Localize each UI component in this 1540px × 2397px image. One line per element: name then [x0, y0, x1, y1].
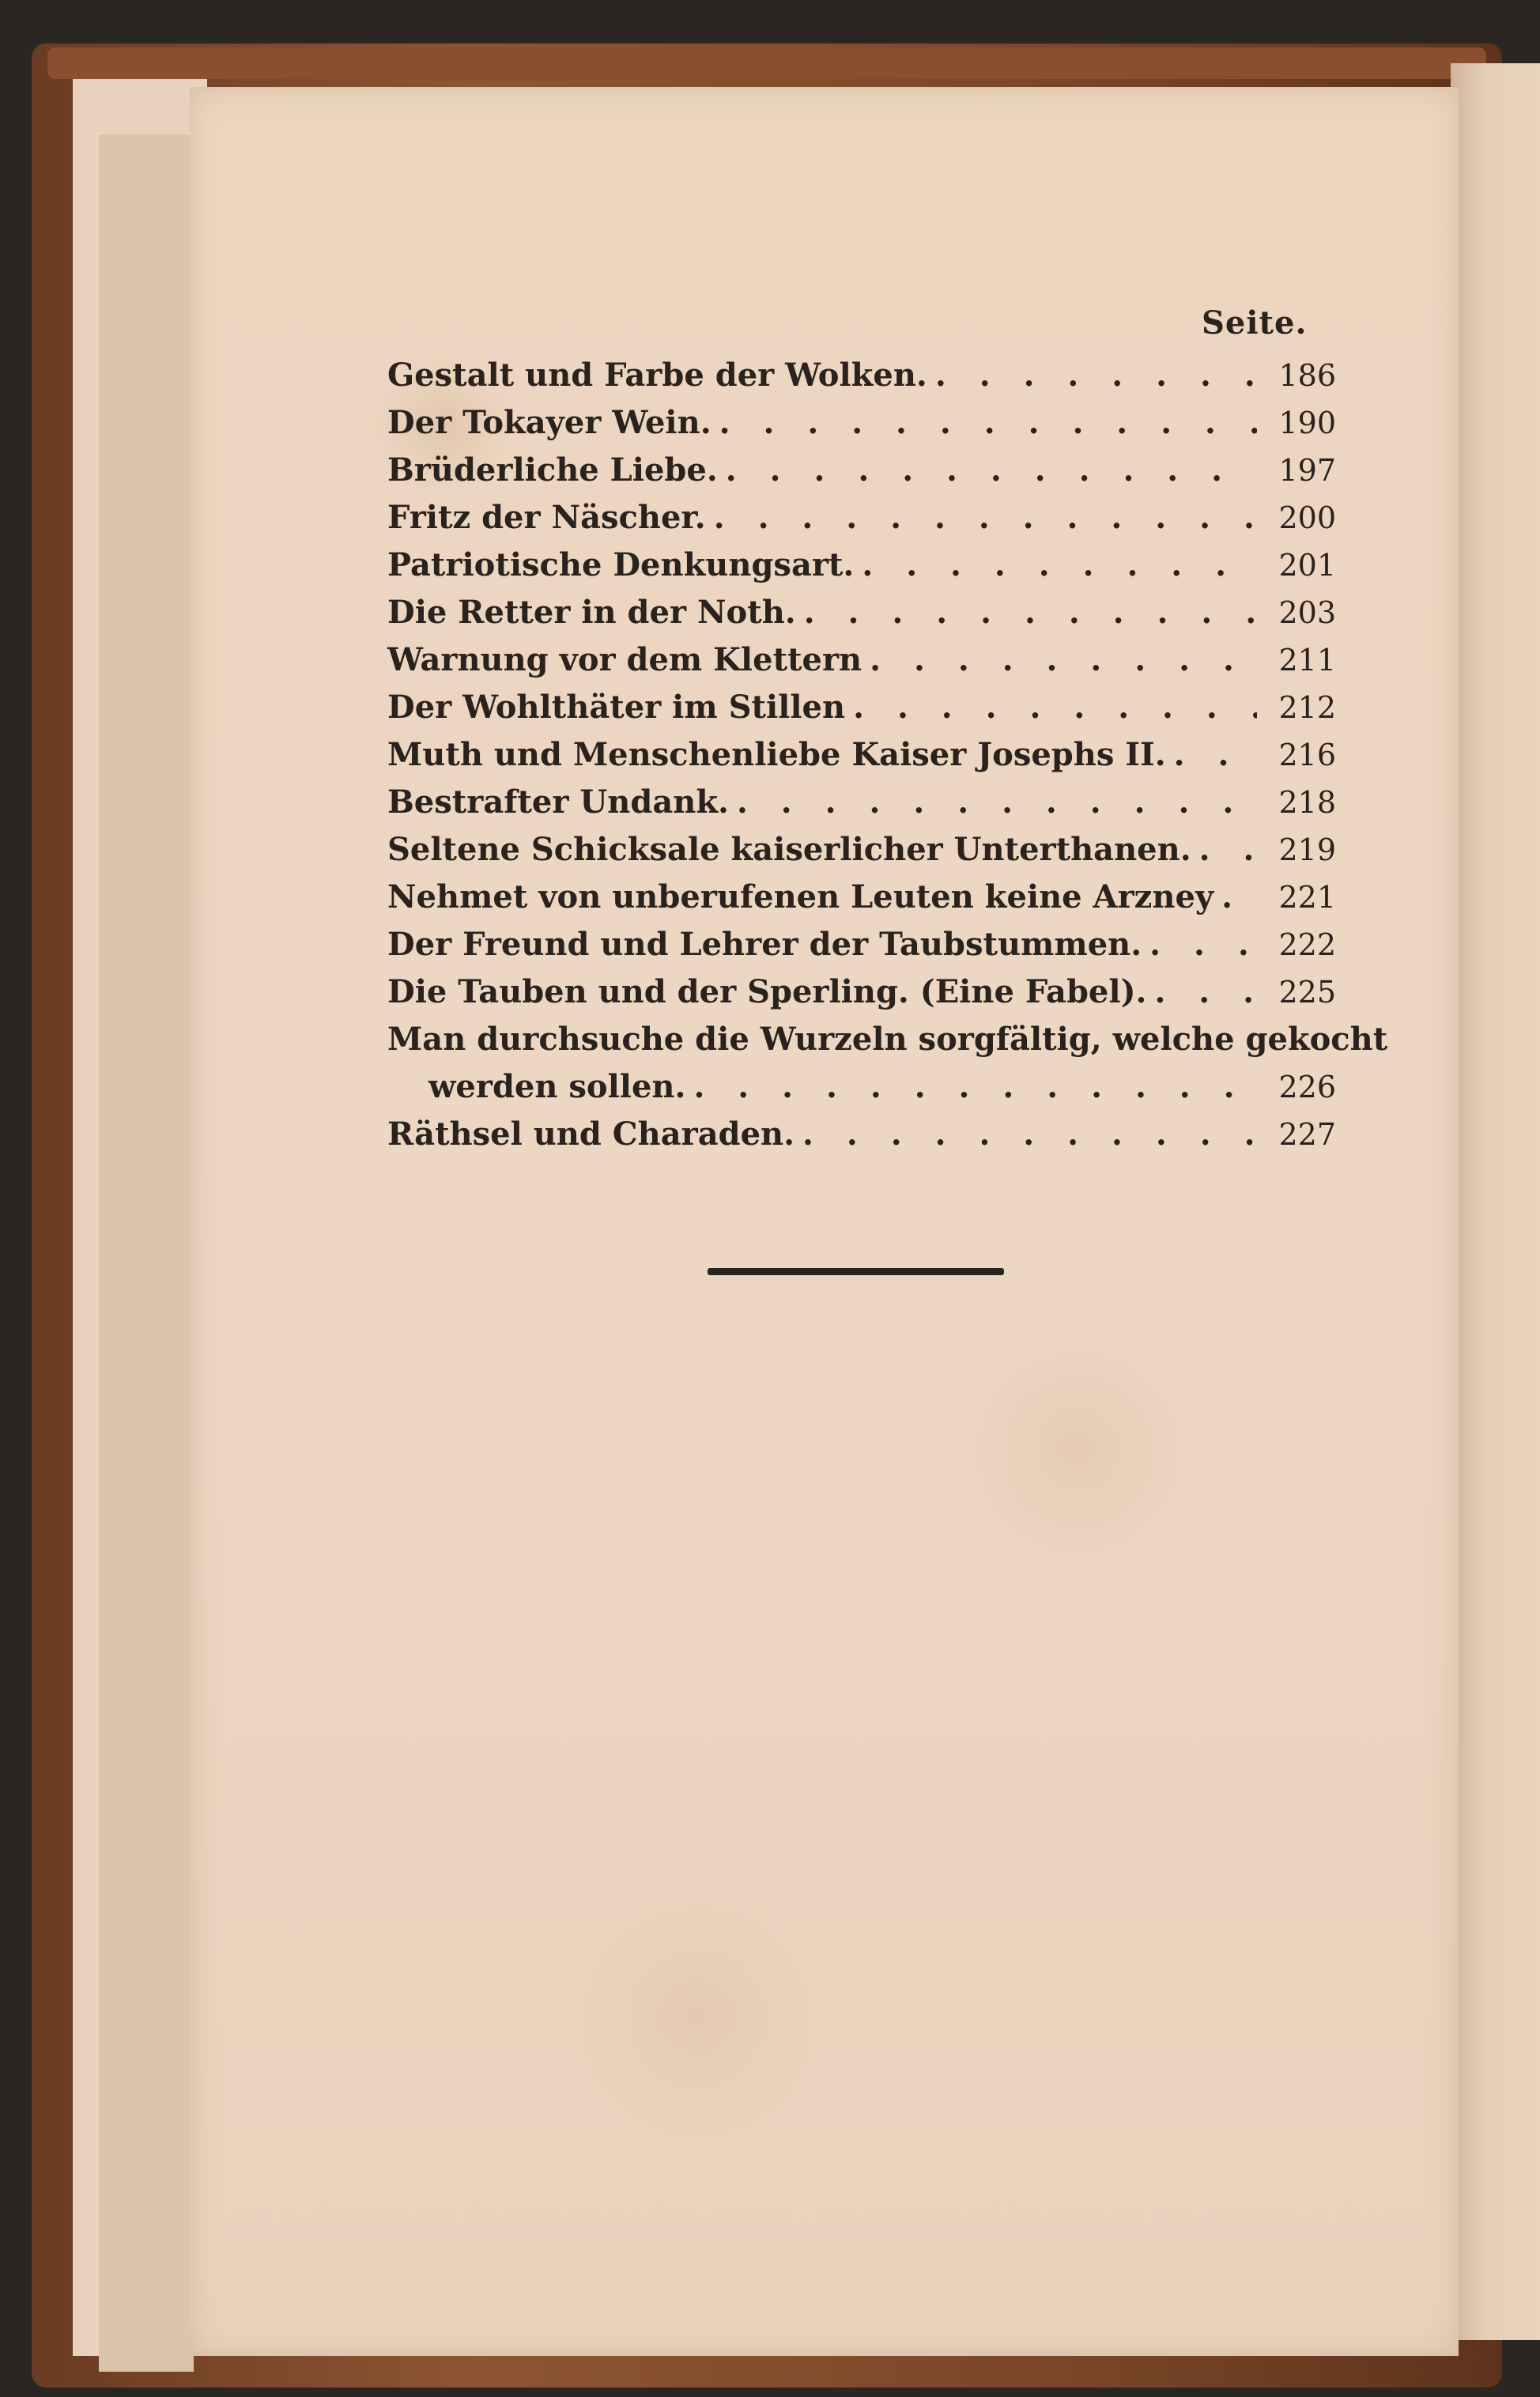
- toc-leader-dots: [1199, 826, 1257, 874]
- toc-entry: [387, 399, 1336, 447]
- toc-entry-page: 221: [1278, 880, 1336, 915]
- toc-entry-title: Seltene Schicksale kaiserlicher Unterthanen.: [387, 831, 1191, 868]
- toc-entry: [387, 779, 1336, 826]
- toc-entry-page: 203: [1278, 595, 1336, 630]
- toc-entry-page: 186: [1278, 358, 1336, 393]
- toc-entry: [387, 352, 1336, 399]
- toc-leader-dots: [804, 589, 1257, 636]
- toc-entry-title: Bestrafter Undank.: [387, 783, 729, 821]
- toc-entry-title: Patriotische Denkungsart.: [387, 546, 855, 583]
- toc-entry-title: Nehmet von unberufenen Leuten keine Arzney: [387, 878, 1214, 915]
- toc-entry-page: 200: [1278, 500, 1336, 535]
- toc-entry-title: Muth und Menschenliebe Kaiser Josephs II.: [387, 736, 1166, 773]
- toc-entry: [387, 731, 1336, 779]
- toc-entry-title: Räthsel und Charaden.: [387, 1115, 795, 1153]
- toc-entry-page: 222: [1278, 927, 1336, 962]
- toc-leader-dots: [1221, 874, 1257, 921]
- toc-entry-page: 227: [1278, 1117, 1336, 1152]
- toc-entry-title: Der Tokayer Wein.: [387, 404, 711, 441]
- toc-entry: [387, 968, 1336, 1016]
- toc-entry-title: Man durchsuche die Wurzeln sorgfältig, welche gekocht: [387, 1021, 1388, 1058]
- book-cover-top-edge: [47, 47, 1486, 79]
- toc-entry: [387, 447, 1336, 494]
- toc-entry-title: Gestalt und Farbe der Wolken.: [387, 357, 927, 394]
- toc-entry-title: Der Freund und Lehrer der Taubstummen.: [387, 926, 1142, 963]
- toc-entry: [387, 1016, 1388, 1063]
- toc-entry-page: 226: [1278, 1070, 1336, 1104]
- preceding-leaf-shadow: [99, 134, 194, 2372]
- toc-entry-continuation: [387, 1063, 1336, 1111]
- page-column-label: Seite.: [1202, 304, 1308, 342]
- toc-entry-page: 216: [1278, 738, 1336, 772]
- toc-entry-title: Fritz der Näscher.: [387, 499, 706, 536]
- toc-entry-page: 197: [1278, 453, 1336, 488]
- toc-entry: [387, 921, 1336, 968]
- toc-leader-dots: [853, 684, 1257, 731]
- toc-entry: [387, 874, 1336, 921]
- table-of-contents: [387, 352, 1388, 1158]
- toc-leader-dots: [726, 447, 1257, 494]
- toc-entry-page: 219: [1278, 832, 1336, 867]
- toc-entry-page: 211: [1278, 643, 1336, 678]
- facing-page-edge: [1451, 63, 1540, 2340]
- toc-leader-dots: [737, 779, 1257, 826]
- toc-entry-title: werden sollen.: [428, 1068, 686, 1105]
- toc-leader-dots: [802, 1111, 1257, 1158]
- toc-leader-dots: [1149, 921, 1257, 968]
- toc-entry-page: 218: [1278, 785, 1336, 820]
- toc-leader-dots: [862, 542, 1257, 589]
- toc-entry: [387, 684, 1336, 731]
- toc-entry: [387, 1111, 1336, 1158]
- toc-leader-dots: [935, 352, 1257, 399]
- toc-entry-title: Die Retter in der Noth.: [387, 594, 796, 631]
- toc-entry-title: Warnung vor dem Klettern: [387, 641, 862, 678]
- toc-entry-title: Der Wohlthäter im Stillen: [387, 689, 846, 726]
- toc-entry-page: 190: [1278, 406, 1336, 440]
- toc-leader-dots: [719, 399, 1257, 447]
- toc-entry: [387, 589, 1336, 636]
- toc-entry-title: Brüderliche Liebe.: [387, 451, 718, 489]
- toc-leader-dots: [1154, 968, 1257, 1016]
- toc-entry: [387, 636, 1336, 684]
- toc-entry: [387, 826, 1336, 874]
- toc-entry: [387, 494, 1336, 542]
- toc-entry-page: 225: [1278, 975, 1336, 1010]
- toc-entry-page: 212: [1278, 690, 1336, 725]
- end-rule-divider: [708, 1268, 1004, 1275]
- toc-entry-title: Die Tauben und der Sperling. (Eine Fabel).: [387, 973, 1147, 1010]
- toc-leader-dots: [1174, 731, 1257, 779]
- toc-entry-page: 201: [1278, 548, 1336, 583]
- toc-leader-dots: [714, 494, 1257, 542]
- toc-entry: [387, 542, 1336, 589]
- toc-leader-dots: [870, 636, 1257, 684]
- toc-leader-dots: [693, 1063, 1257, 1111]
